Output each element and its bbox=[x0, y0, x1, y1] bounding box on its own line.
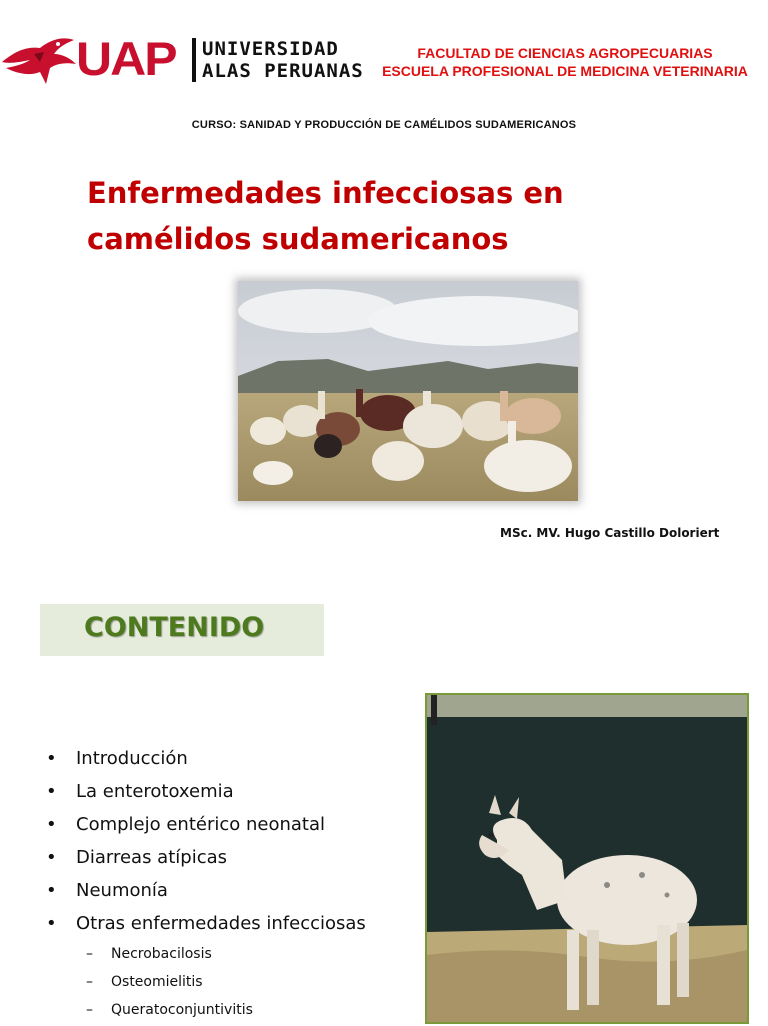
faculty-line2: ESCUELA PROFESIONAL DE MEDICINA VETERINARIA bbox=[382, 63, 748, 79]
title-line2: camélidos sudamericanos bbox=[87, 222, 509, 256]
condor-emblem-icon bbox=[0, 32, 78, 88]
logo-text-line1: UNIVERSIDAD bbox=[202, 38, 339, 60]
author-name: MSc. MV. Hugo Castillo Doloriert bbox=[500, 526, 720, 540]
list-item: • Neumonía bbox=[46, 876, 426, 909]
sub-list-item: – Queratoconjuntivitis bbox=[46, 998, 426, 1026]
section-heading-box bbox=[40, 604, 324, 656]
logo-divider bbox=[192, 38, 196, 82]
section-heading: CONTENIDO bbox=[84, 612, 265, 643]
list-item: • Diarreas atípicas bbox=[46, 843, 426, 876]
sub-list-item: – Necrobacilosis bbox=[46, 942, 426, 970]
bullet-icon: • bbox=[46, 781, 57, 802]
bullet-icon: • bbox=[46, 880, 57, 901]
logo-abbreviation: UAP bbox=[76, 32, 176, 86]
bullet-icon: • bbox=[46, 913, 57, 934]
bullet-icon: • bbox=[46, 748, 57, 769]
list-item: • Complejo entérico neonatal bbox=[46, 810, 426, 843]
young-alpaca-photo bbox=[425, 693, 749, 1024]
contents-list bbox=[46, 744, 426, 1026]
logo-text-line2: ALAS PERUANAS bbox=[202, 60, 364, 82]
course-name: CURSO: SANIDAD Y PRODUCCIÓN DE CAMÉLIDOS SUDAMERICANOS bbox=[191, 119, 577, 131]
list-item: • Otras enfermedades infecciosas bbox=[46, 909, 426, 942]
faculty-line1: FACULTAD DE CIENCIAS AGROPECUARIAS bbox=[417, 45, 713, 61]
dash-icon: – bbox=[86, 1002, 93, 1018]
dash-icon: – bbox=[86, 974, 93, 990]
dash-icon: – bbox=[86, 946, 93, 962]
bullet-icon: • bbox=[46, 847, 57, 868]
sub-list-item: – Osteomielitis bbox=[46, 970, 426, 998]
title-line1: Enfermedades infecciosas en bbox=[87, 176, 564, 210]
faculty-heading bbox=[382, 44, 748, 80]
list-item: • La enterotoxemia bbox=[46, 777, 426, 810]
university-logo bbox=[0, 32, 370, 88]
bullet-icon: • bbox=[46, 814, 57, 835]
list-item: • Introducción bbox=[46, 744, 426, 777]
page-title bbox=[87, 170, 707, 262]
alpaca-herd-photo bbox=[238, 281, 578, 501]
